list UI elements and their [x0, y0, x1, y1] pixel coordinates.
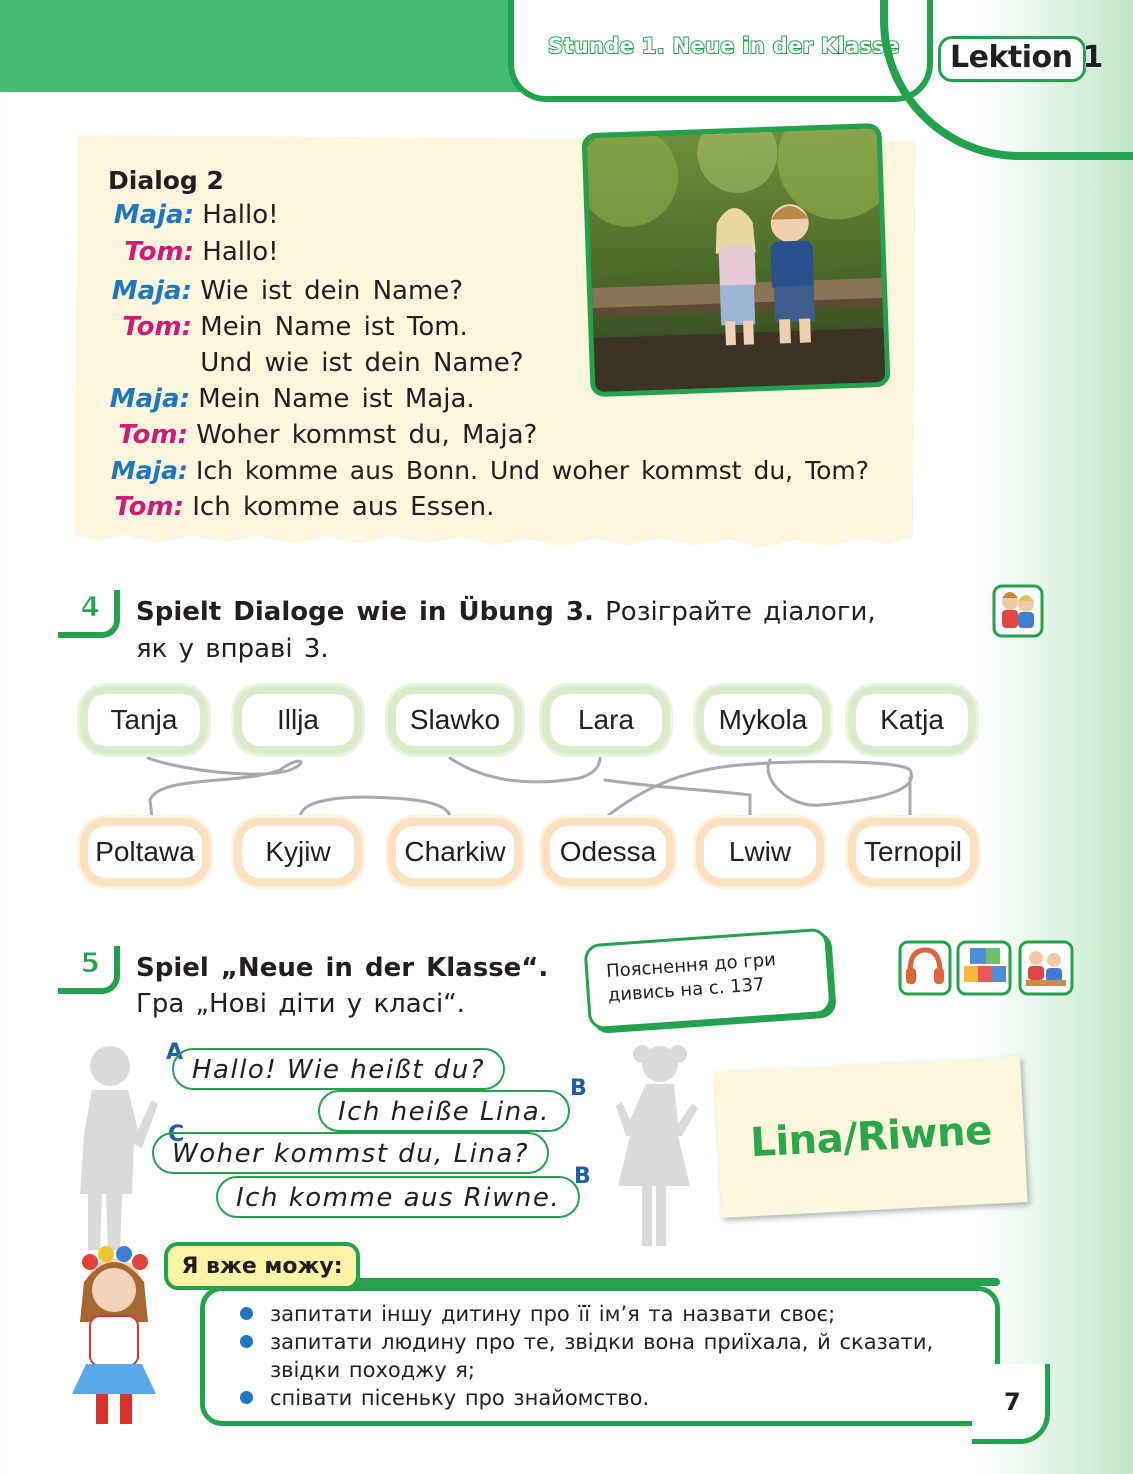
dialog-line — [104, 492, 494, 522]
exercise-number: 5 — [80, 946, 100, 979]
speech-bubble-a: Hallo! Wie heißt du? — [172, 1048, 505, 1090]
dialog-line-text: Mein Name ist Maja. — [198, 384, 475, 414]
name-bubble-katja: Katja — [848, 686, 976, 754]
dialog-line-text: Mein Name ist Tom. — [200, 312, 468, 342]
exercise-number: 4 — [80, 590, 100, 623]
city-bubble-odessa: Odessa — [542, 818, 674, 886]
name-bubble-tanja: Tanja — [80, 686, 208, 754]
dialog-line — [108, 237, 279, 267]
speaker-label-b2: B — [574, 1164, 591, 1189]
can-do-heading: Я вже можу: — [164, 1242, 360, 1290]
dialog-line — [106, 312, 468, 342]
dialog-line-text: Woher kommst du, Maja? — [196, 420, 538, 450]
speaker-maja: Maja: — [111, 276, 192, 306]
speaker-label-b: B — [570, 1076, 587, 1101]
name-bubble-lara: Lara — [542, 686, 670, 754]
speaker-tom: Tom: — [124, 237, 194, 267]
pair-work-icon — [992, 584, 1044, 638]
city-bubble-charkiw: Charkiw — [388, 818, 522, 886]
speech-bubble-d: Ich komme aus Riwne. — [216, 1176, 580, 1218]
speaker-label-c: C — [168, 1122, 185, 1147]
speaker-tom: Tom: — [122, 312, 192, 342]
speaker-maja: Maja: — [109, 384, 190, 414]
dialog-line-text: Ich komme aus Bonn. Und woher kommst du, Tom? — [195, 456, 870, 485]
dialog-line-text: Hallo! — [202, 200, 279, 230]
page-number: 7 — [1004, 1388, 1021, 1416]
hint-line-2: дивись на с. 137 — [607, 974, 766, 1006]
speaker-label-a: A — [166, 1040, 184, 1065]
city-bubble-kyjiw: Kyjiw — [234, 818, 362, 886]
dialog-line — [106, 276, 463, 306]
exercise-5-title — [136, 950, 548, 987]
dialog-title: Dialog 2 — [108, 166, 224, 195]
exercise-number-5 — [58, 946, 120, 994]
speaker-maja: Maja: — [110, 456, 188, 485]
lektion-title: Lektion 1 — [950, 40, 1103, 75]
exercise-5-subtitle: Гра „Нові діти у класі“. — [136, 989, 465, 1019]
can-do-bar — [350, 1278, 1000, 1286]
lesson-subtitle: Stunde 1. Neue in der Klasse — [548, 34, 900, 58]
exercise-4-title-rest: Розіграйте діалоги, — [593, 597, 876, 627]
role-card — [714, 1056, 1027, 1218]
role-card-text: Lina/Riwne — [749, 1107, 993, 1167]
girl-illustration — [54, 1246, 174, 1432]
city-bubble-ternopil: Ternopil — [848, 818, 978, 886]
name-bubble-slawko: Slawko — [388, 686, 522, 754]
dialog-line — [104, 420, 537, 450]
boy-silhouette — [70, 1040, 160, 1250]
speaker-tom: Tom: — [114, 492, 184, 522]
dialog-line — [108, 200, 279, 230]
can-do-list — [240, 1300, 980, 1412]
group-work-icon — [1018, 938, 1074, 996]
list-item: запитати іншу дитину про її ім’я та назвати своє; — [240, 1300, 980, 1328]
letter-blocks-icon — [956, 938, 1012, 996]
dialog-line — [104, 384, 475, 414]
dialog-line-text: Wie ist dein Name? — [200, 276, 464, 306]
city-bubble-poltawa: Poltawa — [80, 818, 210, 886]
name-bubble-mykola: Mykola — [696, 686, 830, 754]
speaker-tom: Tom: — [118, 420, 188, 450]
girl-silhouette — [612, 1040, 702, 1250]
exercise-4-title — [136, 594, 876, 631]
dialog-line — [106, 348, 524, 378]
hint-line-1: Пояснення до гри — [605, 949, 777, 983]
exercise-4-subtitle: як у вправі 3. — [136, 634, 329, 664]
exercise-4-title-bold: Spielt Dialoge wie in Übung 3. — [136, 597, 594, 627]
exercise-5-title-bold: Spiel „Neue in der Klasse“. — [136, 953, 549, 983]
list-item: співати пісеньку про знайомство. — [240, 1384, 980, 1412]
speech-bubble-b: Ich heiße Lina. — [318, 1090, 570, 1132]
city-bubble-lwiw: Lwiw — [696, 818, 824, 886]
dialog-line-text: Hallo! — [202, 237, 279, 267]
list-item: запитати людину про те, звідки вона приїхала, й сказати, звідки походжу я; — [240, 1328, 980, 1384]
name-bubble-illja: Illja — [234, 686, 362, 754]
matching-lines — [60, 740, 960, 830]
exercise-number-4 — [58, 590, 120, 638]
children-photo — [581, 123, 890, 397]
speaker-maja: Maja: — [113, 200, 194, 230]
header-band — [0, 0, 520, 92]
dialog-line — [104, 456, 869, 485]
game-hint-box — [583, 928, 832, 1031]
headphones-icon — [898, 938, 952, 996]
dialog-line-text: Ich komme aus Essen. — [192, 492, 495, 522]
dialog-line-text: Und wie ist dein Name? — [200, 348, 524, 378]
children-photo-illustration — [587, 128, 891, 397]
speech-bubble-c: Woher kommst du, Lina? — [152, 1132, 549, 1174]
